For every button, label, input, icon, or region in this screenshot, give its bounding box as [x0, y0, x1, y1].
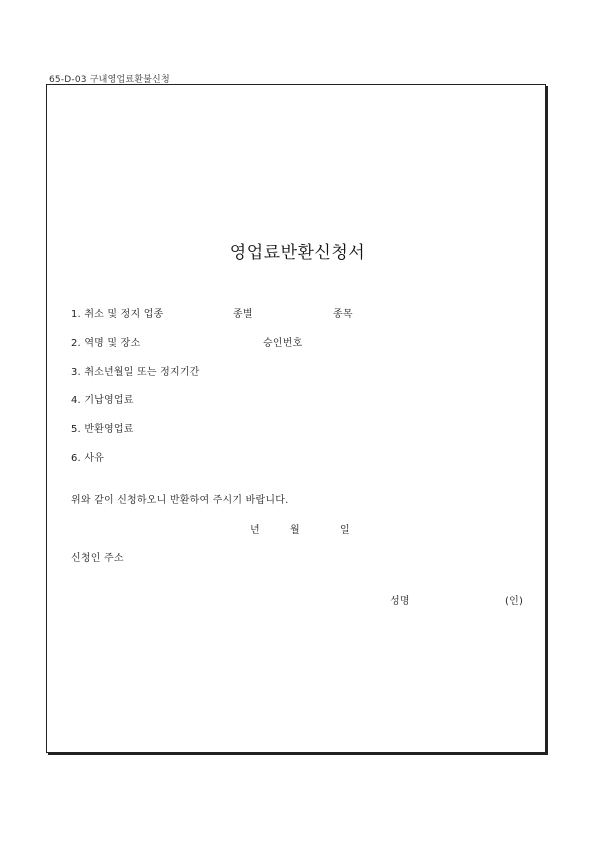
date-day-label: 일 — [340, 525, 350, 536]
item-cancel-date-label: 3. 취소년월일 또는 정지기간 — [71, 367, 200, 378]
date-month-label: 월 — [290, 525, 300, 536]
applicant-address-label: 신청인 주소 — [71, 553, 124, 564]
request-statement: 위와 같이 신청하오니 반환하여 주시기 바랍니다. — [71, 495, 289, 506]
item-business-type-label: 1. 취소 및 정지 업종 — [71, 309, 164, 320]
name-label: 성명 — [390, 596, 410, 607]
form-code: 65-D-03 구내영업료환불신청 — [49, 75, 170, 85]
approval-number-label: 승인번호 — [263, 338, 303, 349]
item-type-label: 종목 — [333, 309, 353, 320]
item-refund-fee-label: 5. 반환영업료 — [71, 424, 134, 435]
item-paid-fee-label: 4. 기납영업료 — [71, 395, 134, 406]
date-year-label: 년 — [250, 525, 260, 536]
item-reason-label: 6. 사유 — [71, 453, 105, 464]
page-title: 영업료반환신청서 — [229, 243, 366, 263]
item-station-place-label: 2. 역명 및 장소 — [71, 338, 141, 349]
category-label: 종별 — [233, 309, 253, 320]
form-frame — [46, 84, 546, 753]
seal-label: (인) — [505, 596, 524, 607]
